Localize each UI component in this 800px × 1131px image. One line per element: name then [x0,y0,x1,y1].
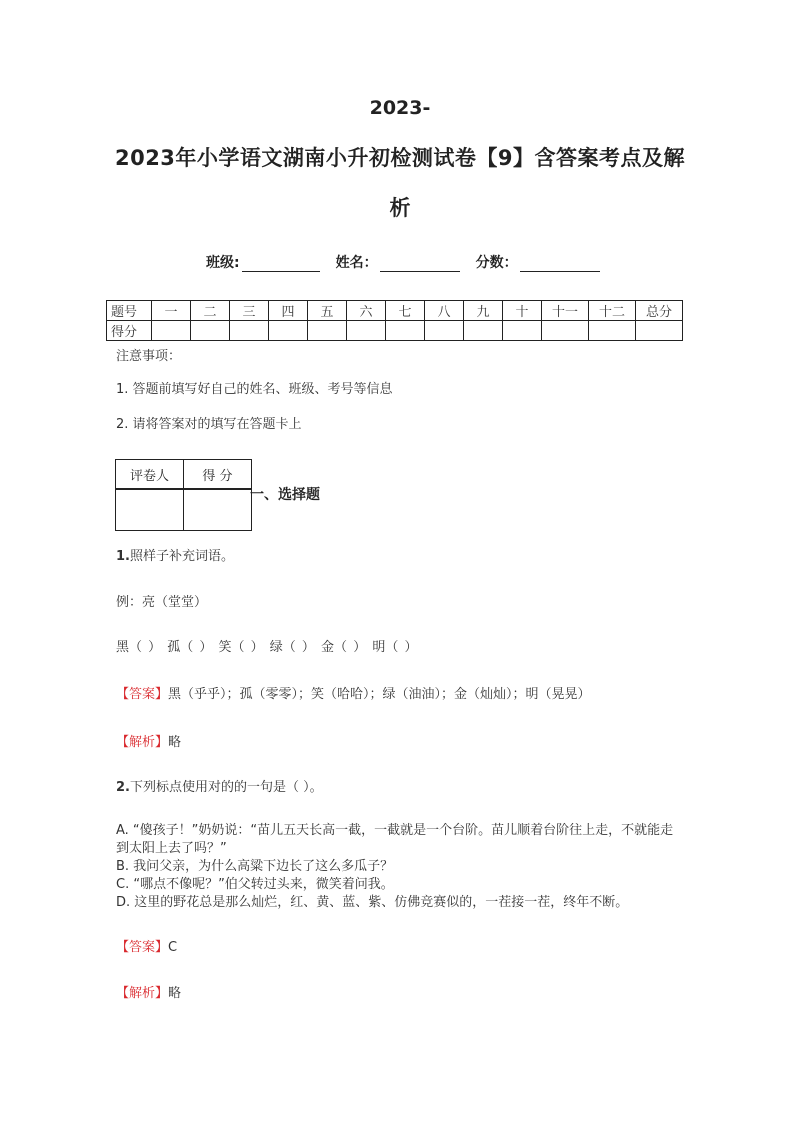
option-d: D. 这里的野花总是那么灿烂，红、黄、蓝、紫、仿佛竞赛似的，一茬接一茬，终年不断。 [116,895,629,910]
score-table-header-row [107,301,683,321]
score-col-6: 六 [347,301,386,321]
answer-tag: 【答案】 [116,687,169,702]
question-1 [116,545,234,564]
score-col-3: 三 [230,301,269,321]
score-cell[interactable] [308,321,347,341]
score-col-4: 四 [269,301,308,321]
grader-cell[interactable] [116,489,184,531]
score-table [106,300,683,341]
question-1-example: 例：亮（堂堂） [116,595,208,610]
class-field [206,252,320,272]
score-cell[interactable] [152,321,191,341]
answer-tag: 【答案】 [116,940,169,955]
score-cell[interactable] [542,321,589,341]
title-line-3: 析 [389,196,411,220]
question-1-analysis [116,731,181,750]
question-2-number: 2. [116,780,130,795]
question-1-answer-text: 黑（乎乎）；孤（零零）；笑（哈哈）；绿（油油）；金（灿灿）；明（晃晃） [168,687,591,702]
score-field [476,252,600,272]
score-col-12: 十二 [589,301,636,321]
student-info-row [206,252,600,272]
question-1-blanks: 黑（ ） 孤（ ） 笑（ ） 绿（ ） 金（ ） 明（ ） [116,640,418,655]
score-cell[interactable] [503,321,542,341]
score-cell[interactable] [191,321,230,341]
notice-item-2: 2. 请将答案对的填写在答题卡上 [116,417,302,432]
score-table-score-row [107,321,683,341]
score-col-2: 二 [191,301,230,321]
score-cell[interactable] [425,321,464,341]
question-2-analysis-text: 略 [168,986,182,1001]
question-2-text: 下列标点使用对的的一句是（ ）。 [129,780,323,795]
title-line-1: 2023- [369,97,431,119]
question-2-analysis [116,982,181,1001]
class-label: 班级: [206,255,240,271]
question-2 [116,776,323,795]
score-table-row2-header: 得分 [107,321,152,341]
question-1-analysis-text: 略 [168,735,182,750]
score-col-total: 总分 [636,301,683,321]
question-2-options [116,822,686,912]
question-1-answer [116,683,591,702]
name-blank[interactable] [380,257,460,272]
analysis-tag: 【解析】 [116,986,169,1001]
score-cell[interactable] [464,321,503,341]
title-line-2: 2023年小学语文湖南小升初检测试卷【9】含答案考点及解 [114,146,686,170]
question-1-text: 照样子补充词语。 [129,549,234,564]
question-2-answer [116,936,177,955]
score-col-11: 十一 [542,301,589,321]
question-2-answer-text: C [168,940,178,955]
score-col-7: 七 [386,301,425,321]
score-col-1: 一 [152,301,191,321]
score-label: 分数： [475,255,518,271]
score-col-10: 十 [503,301,542,321]
grader-score-cell[interactable] [184,489,252,531]
score-cell[interactable] [269,321,308,341]
grader-header-row [116,460,252,490]
name-label: 姓名： [335,255,378,271]
analysis-tag: 【解析】 [116,735,169,750]
section-title: 一、选择题 [250,487,320,503]
score-cell[interactable] [636,321,683,341]
notice-title: 注意事项： [116,349,182,364]
option-c: C. “哪点不像呢？”伯父转过头来，微笑着问我。 [116,877,394,892]
score-table-row1-header: 题号 [107,301,152,321]
option-a: A. “傻孩子！”奶奶说：“苗儿五天长高一截，一截就是一个台阶。苗儿顺着台阶往上走，不就能走到太阳上去了吗？” [116,823,674,856]
option-b: B. 我问父亲，为什么高粱下边长了这么多瓜子？ [116,859,394,874]
grader-score-label: 得 分 [184,460,252,490]
notice-item-1: 1. 答题前填写好自己的姓名、班级、考号等信息 [116,382,393,397]
score-col-9: 九 [464,301,503,321]
grader-input-row [116,489,252,531]
score-cell[interactable] [347,321,386,341]
score-cell[interactable] [589,321,636,341]
score-cell[interactable] [386,321,425,341]
score-cell[interactable] [230,321,269,341]
grader-table [115,459,252,531]
score-col-5: 五 [308,301,347,321]
name-field [336,252,460,272]
grader-label: 评卷人 [116,460,184,490]
class-blank[interactable] [242,257,320,272]
score-blank[interactable] [520,257,600,272]
question-1-number: 1. [116,549,130,564]
score-col-8: 八 [425,301,464,321]
